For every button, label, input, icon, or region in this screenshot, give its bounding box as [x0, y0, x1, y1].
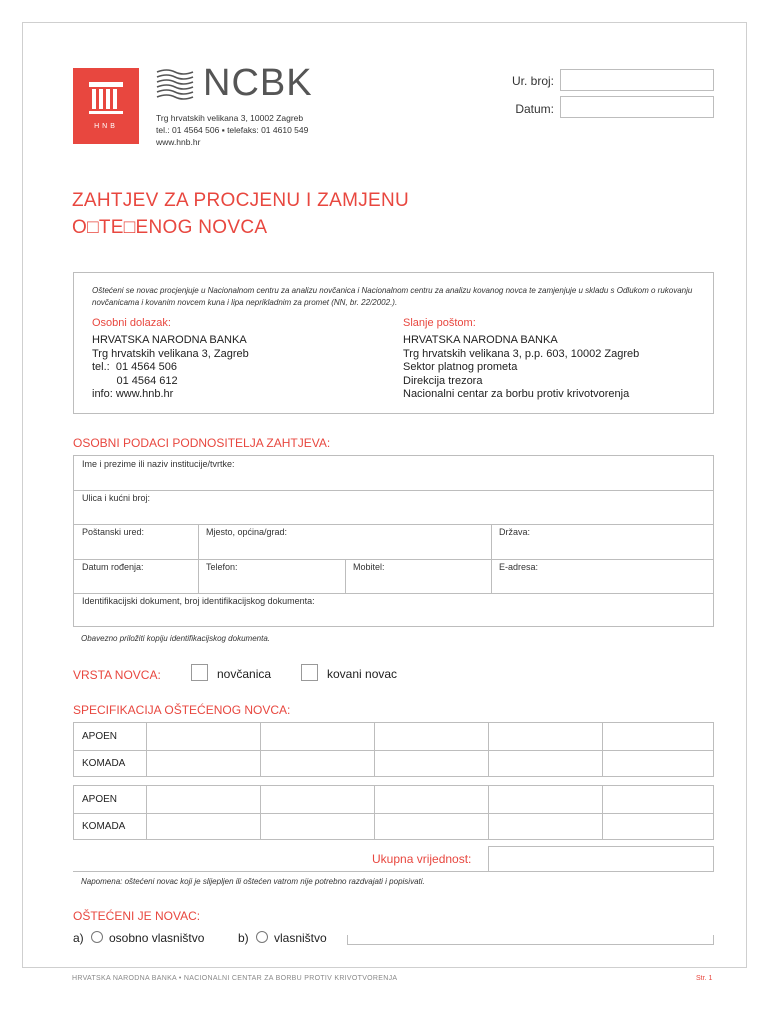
applicant-grid [73, 455, 714, 627]
ref-number-field[interactable] [560, 69, 714, 91]
ownership-radio[interactable] [256, 931, 268, 943]
birth-date-field[interactable]: Datum rođenja: [82, 562, 144, 572]
logo-text: HNB [94, 123, 118, 130]
mail-details: HRVATSKA NARODNA BANKA Trg hrvatskih velikana 3, p.p. 603, 10002 Zagreb Sektor platnog prometa Direkcija trezora Nacionalni centar za borbu protiv krivotvorenja [403, 334, 640, 401]
ownership-detail-field[interactable] [347, 935, 714, 945]
name-field[interactable]: Ime i prezime ili naziv institucije/tvrtke: [82, 459, 235, 469]
money-type-label: VRSTA NOVCA: [73, 668, 161, 682]
street-field[interactable]: Ulica i kućni broj: [82, 493, 151, 503]
id-copy-note: Obavezno priložiti kopiju identifikacijskog dokumenta. [81, 634, 270, 643]
website-link[interactable]: www.hnb.hr [156, 137, 201, 147]
count-row-label: KOMADA [82, 758, 126, 769]
personal-ownership-label: osobno vlasništvo [109, 931, 205, 945]
info-box [73, 272, 714, 414]
email-field[interactable]: E-adresa: [499, 562, 539, 572]
date-field[interactable] [560, 96, 714, 118]
applicant-heading: OSOBNI PODACI PODNOSITELJA ZAHTJEVA: [73, 436, 331, 450]
denomination-row-label: APOEN [82, 731, 118, 742]
phone-line: tel.: 01 4564 506 ▪ telefaks: 01 4610 549 [156, 125, 309, 135]
city-field[interactable]: Mjesto, općina/grad: [206, 527, 288, 537]
specification-table-1 [73, 722, 714, 777]
hnb-building-icon [88, 80, 124, 116]
specification-heading: SPECIFIKACIJA OŠTEĆENOG NOVCA: [73, 703, 291, 717]
divider [73, 871, 714, 872]
mail-heading: Slanje poštom: [403, 317, 476, 329]
brand-name: NCBK [203, 62, 313, 104]
banknote-checkbox[interactable] [191, 664, 208, 681]
specification-table-2 [73, 785, 714, 840]
ownership-heading: OŠTEĆENI JE NOVAC: [73, 909, 201, 923]
hnb-logo [73, 68, 139, 144]
form-title-line2: O□TE□ENOG NOVCA [72, 217, 268, 238]
ref-number-label: Ur. broj: [511, 74, 554, 88]
id-document-field[interactable]: Identifikacijski dokument, broj identifikacijskog dokumenta: [82, 596, 315, 606]
option-b-prefix: b) [238, 931, 249, 945]
banknote-label: novčanica [217, 667, 272, 681]
date-label: Datum: [515, 102, 554, 116]
address-line: Trg hrvatskih velikana 3, 10002 Zagreb [156, 113, 304, 123]
mobile-field[interactable]: Mobitel: [353, 562, 385, 572]
coin-checkbox[interactable] [301, 664, 318, 681]
post-office-field[interactable]: Poštanski ured: [82, 527, 145, 537]
ncbk-wave-icon [155, 68, 195, 105]
personal-visit-heading: Osobni dolazak: [92, 317, 171, 329]
total-value-field[interactable] [488, 846, 714, 872]
coin-label: kovani novac [327, 667, 398, 681]
info-intro: Oštećeni se novac procjenjuje u Nacionalnom centru za analizu novčanica i Nacionalnom centru za analizu kovanog novca te zamjenjuje u skladu s Odlukom o rukovanju novčanicama i kovanim novcem kuna i lipa neprikladnim za promet (NN, br. 22/2002.). [92, 286, 693, 307]
count-row-label: KOMADA [82, 821, 126, 832]
phone-field[interactable]: Telefon: [206, 562, 238, 572]
page-number: Str. 1 [696, 975, 713, 982]
ownership-label: vlasništvo [274, 931, 327, 945]
form-title-line1: ZAHTJEV ZA PROCJENU I ZAMJENU [72, 190, 410, 211]
personal-visit-details: HRVATSKA NARODNA BANKA Trg hrvatskih velikana 3, Zagreb tel.: 01 4564 506 01 4564 612 info: www.hnb.hr [92, 334, 249, 401]
footer-text: HRVATSKA NARODNA BANKA • NACIONALNI CENTAR ZA BORBU PROTIV KRIVOTVORENJA [72, 975, 398, 982]
personal-ownership-radio[interactable] [91, 931, 103, 943]
country-field[interactable]: Država: [499, 527, 531, 537]
total-value-label: Ukupna vrijednost: [372, 852, 472, 866]
specification-note: Napomena: oštećeni novac koji je slijepljen ili oštećen vatrom nije potrebno razdvajati i popisivati. [81, 877, 425, 886]
option-a-prefix: a) [73, 931, 84, 945]
denomination-row-label: APOEN [82, 794, 118, 805]
